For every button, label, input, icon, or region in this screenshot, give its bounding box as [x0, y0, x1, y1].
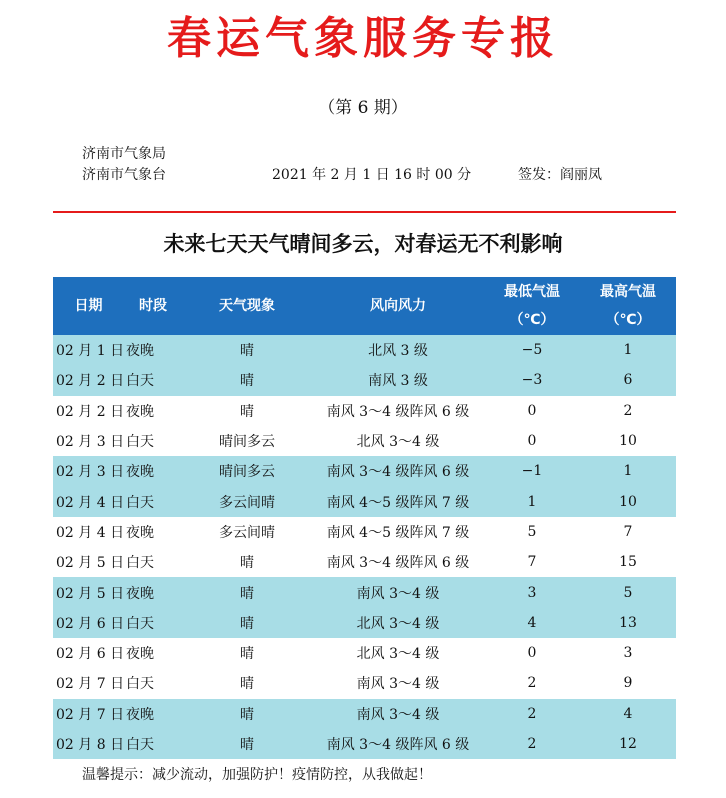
cell-weather: 晴 [240, 646, 254, 663]
table-row [53, 486, 676, 516]
cell-period: 夜晚 [126, 403, 154, 420]
cell-weather: 晴间多云 [182, 456, 312, 486]
cell-min-temp: 0 [527, 402, 537, 419]
cell-weather: 晴 [240, 676, 254, 693]
cell-weather: 晴 [182, 335, 312, 365]
cell-weather: 晴 [240, 555, 254, 572]
table-row [53, 668, 676, 698]
cell-min-temp: 2 [484, 699, 580, 729]
header-max-temp-label: 最高气温 [600, 284, 656, 300]
cell-period: 夜晚 [124, 335, 182, 365]
table-row [53, 638, 676, 668]
header-date: 日期 [53, 277, 124, 335]
cell-period: 白天 [124, 486, 182, 516]
table-row [53, 335, 676, 365]
cell-wind: 北风 3 级 [312, 335, 484, 365]
cell-wind: 南风 3 级 [312, 365, 484, 395]
cell-period: 夜晚 [126, 524, 154, 541]
cell-date: 02 月 7 日 [56, 676, 125, 693]
cell-period: 白天 [126, 434, 154, 451]
cell-weather: 晴 [182, 699, 312, 729]
cell-max-temp: 10 [580, 486, 676, 516]
cell-wind: 南风 3～4 级阵风 6 级 [312, 729, 484, 759]
issue-number: （第 6 期） [318, 98, 408, 118]
cell-date: 02 月 4 日 [53, 486, 124, 516]
cell-period: 夜晚 [126, 646, 154, 663]
header-max-temp [580, 277, 676, 335]
footer-tip: 温馨提示：减少流动，加强防护！疫情防控，从我做起！ [82, 767, 432, 783]
cell-wind: 南风 3～4 级阵风 6 级 [326, 555, 470, 572]
cell-date: 02 月 2 日 [53, 365, 124, 395]
cell-period: 夜晚 [124, 699, 182, 729]
cell-weather: 多云间晴 [182, 486, 312, 516]
cell-wind: 南风 4～5 级阵风 7 级 [326, 524, 470, 541]
cell-max-temp: 13 [580, 608, 676, 638]
forecast-headline: 未来七天天气晴间多云，对春运无不利影响 [163, 232, 563, 256]
table-row [53, 577, 676, 607]
cell-max-temp: 7 [623, 523, 633, 540]
cell-weather: 多云间晴 [219, 524, 275, 541]
bulletin-title: 春运气象服务专报 [167, 13, 559, 64]
table-header-row [53, 277, 676, 335]
cell-max-temp: 6 [580, 365, 676, 395]
header-wind: 风向风力 [312, 277, 484, 335]
header-weather: 天气现象 [182, 277, 312, 335]
cell-max-temp: 1 [580, 335, 676, 365]
cell-max-temp: 5 [580, 577, 676, 607]
cell-date: 02 月 6 日 [53, 608, 124, 638]
issuer-row-station [82, 165, 682, 186]
header-max-temp-unit: （℃） [605, 312, 651, 328]
cell-max-temp: 12 [580, 729, 676, 759]
cell-min-temp: −5 [484, 335, 580, 365]
cell-date: 02 月 4 日 [56, 524, 125, 541]
cell-date: 02 月 5 日 [56, 555, 125, 572]
cell-date: 02 月 5 日 [53, 577, 124, 607]
cell-min-temp: 0 [527, 645, 537, 662]
cell-weather: 晴间多云 [219, 434, 275, 451]
cell-min-temp: 2 [484, 729, 580, 759]
cell-period: 白天 [124, 729, 182, 759]
cell-max-temp: 3 [623, 645, 633, 662]
cell-min-temp: 5 [527, 523, 537, 540]
cell-weather: 晴 [182, 729, 312, 759]
issue-datetime: 2021 年 2 月 1 日 16 时 00 分 [272, 167, 472, 183]
cell-wind: 南风 3～4 级 [312, 577, 484, 607]
table-row [53, 608, 676, 638]
issuer-block [82, 144, 682, 186]
table-row [53, 729, 676, 759]
signoff: 签发：阎丽凤 [518, 167, 602, 183]
table-row [53, 517, 676, 547]
cell-min-temp: 3 [484, 577, 580, 607]
cell-max-temp: 10 [619, 433, 637, 450]
cell-period: 夜晚 [124, 456, 182, 486]
cell-period: 白天 [124, 608, 182, 638]
cell-max-temp: 1 [580, 456, 676, 486]
cell-period: 白天 [124, 365, 182, 395]
cell-wind: 南风 3～4 级 [356, 676, 440, 693]
cell-min-temp: 4 [484, 608, 580, 638]
cell-weather: 晴 [240, 403, 254, 420]
forecast-table [53, 277, 676, 759]
cell-min-temp: 0 [527, 433, 537, 450]
issuer-bureau: 济南市气象局 [82, 146, 166, 162]
cell-min-temp: 7 [527, 554, 537, 571]
cell-date: 02 月 1 日 [53, 335, 124, 365]
cell-wind: 北风 3～4 级 [356, 434, 440, 451]
header-period: 时段 [124, 277, 182, 335]
table-body [53, 335, 676, 759]
cell-period: 白天 [126, 555, 154, 572]
table-row [53, 547, 676, 577]
table-row [53, 456, 676, 486]
header-min-temp-unit: （℃） [509, 312, 555, 328]
cell-date: 02 月 7 日 [53, 699, 124, 729]
cell-wind: 南风 3～4 级阵风 6 级 [312, 456, 484, 486]
cell-max-temp: 4 [580, 699, 676, 729]
cell-weather: 晴 [182, 577, 312, 607]
cell-wind: 北风 3～4 级 [356, 646, 440, 663]
cell-max-temp: 9 [623, 675, 633, 692]
cell-max-temp: 2 [623, 402, 633, 419]
cell-min-temp: −1 [484, 456, 580, 486]
header-min-temp [484, 277, 580, 335]
cell-wind: 南风 3～4 级 [312, 699, 484, 729]
cell-date: 02 月 2 日 [56, 403, 125, 420]
table-row [53, 365, 676, 395]
issuer-station: 济南市气象台 [82, 167, 166, 183]
cell-wind: 南风 3～4 级阵风 6 级 [326, 403, 470, 420]
red-divider [53, 211, 676, 213]
cell-weather: 晴 [182, 608, 312, 638]
cell-date: 02 月 3 日 [56, 434, 125, 451]
cell-period: 白天 [126, 676, 154, 693]
cell-date: 02 月 6 日 [56, 646, 125, 663]
table-row [53, 426, 676, 456]
cell-date: 02 月 3 日 [53, 456, 124, 486]
cell-max-temp: 15 [619, 554, 637, 571]
cell-min-temp: 2 [527, 675, 537, 692]
cell-min-temp: 1 [484, 486, 580, 516]
header-min-temp-label: 最低气温 [504, 284, 560, 300]
issuer-row-bureau [82, 144, 682, 165]
cell-wind: 北风 3～4 级 [312, 608, 484, 638]
cell-period: 夜晚 [124, 577, 182, 607]
cell-date: 02 月 8 日 [53, 729, 124, 759]
cell-wind: 南风 4～5 级阵风 7 级 [312, 486, 484, 516]
table-row [53, 699, 676, 729]
table-row [53, 396, 676, 426]
cell-min-temp: −3 [484, 365, 580, 395]
cell-weather: 晴 [182, 365, 312, 395]
